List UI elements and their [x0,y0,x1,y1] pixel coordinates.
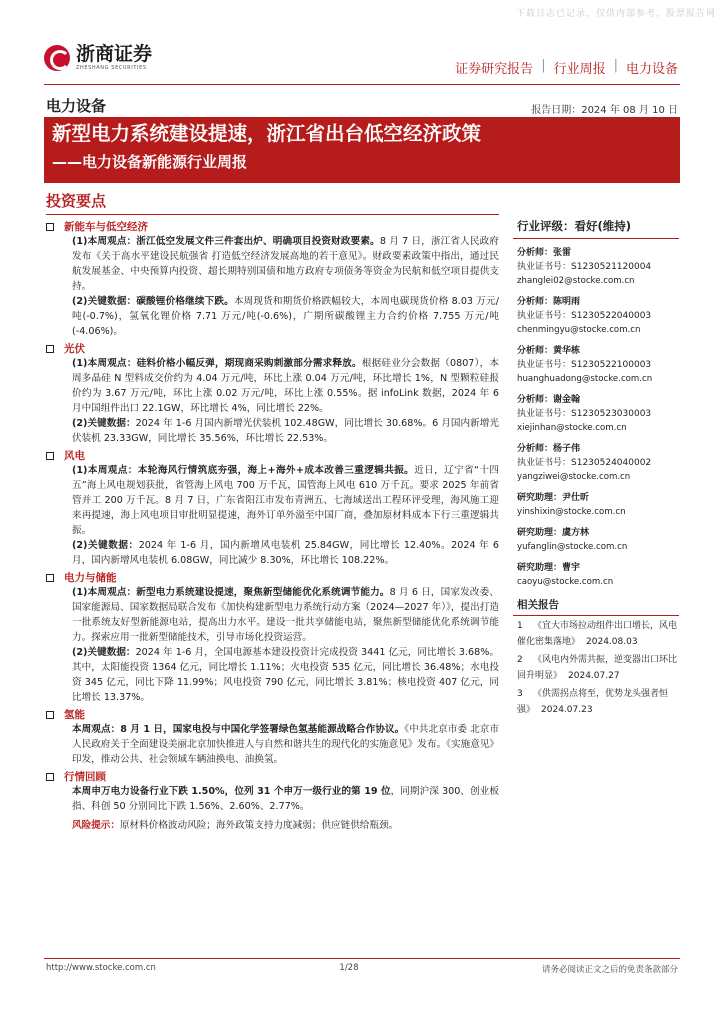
paragraph-text: 2024 年 1-6 月，全国电源基本建设投资计完成投资 3441 亿元，同比增长 3.68%。其中，太阳能投资 1364 亿元，同比增长 1.11%；火电投资 535 亿元，同比增长 36.48%；水电投资 345 亿元，同比下降 11.99%；风电投资 790 亿元，同比增长 3.81%；核电投资 407 亿元，同比增长 13.37%。 [72,647,499,703]
paragraph-lead: (2)关键数据：碳酸锂价格继续下跌。 [72,296,234,307]
paragraph-lead: (2)关键数据： [72,540,139,551]
watermark: 下载日志已记录，仅供内部参考，股票报告网 [515,9,716,19]
analyst-email[interactable]: huanghuadong@stocke.com.cn [517,374,653,384]
analyst-list [513,246,679,589]
related-report-title[interactable]: 《风电内外需共振，逆变器出口环比回升明显》 [517,655,678,681]
analyst-name: 尹仕昕 [562,493,590,503]
paragraph-lead: (1)本周观点：浙江低空发展文件三件套出炉、明确项目投资财政要素。 [72,236,380,247]
analyst-role: 研究助理： [517,528,563,538]
paragraph-lead: (1)本周观点：新型电力系统建设提速，聚焦新型储能优化系统调节能力。 [72,587,390,598]
section-heading: 风电 [64,450,85,462]
analyst-role: 分析师： [517,346,554,356]
nav-industry-weekly: 行业周报 [553,62,606,77]
analyst-card [513,442,679,484]
analyst-email[interactable]: yufanglin@stocke.com.cn [517,542,628,552]
related-report-number: 1 [517,621,523,631]
title-banner [44,117,680,183]
section-market-review [46,769,499,814]
brand-logo [44,44,152,71]
paragraph-text: 《中共北京市委 北京市人民政府关于全面建设美丽北京加快推进人与自然和谐共生的现代化的实施意见》发布。《实施意见》印发，推动公共、社会领域车辆油换电、油换氢。 [72,724,499,765]
related-report-number: 2 [517,655,523,665]
analyst-email[interactable]: zhanglei02@stocke.com.cn [517,276,635,286]
analyst-email[interactable]: caoyu@stocke.com.cn [517,577,614,587]
paragraph-lead: 本周观点：8 月 1 日，国家电投与中国化学签署绿色氢基能源战略合作协议。 [72,724,405,735]
analyst-role: 研究助理： [517,563,563,573]
analyst-name: 曹宇 [562,563,581,573]
paragraph [46,784,499,814]
paragraph-text: 近日，辽宁省“十四五”海上风电规划获批，省管海上风电 700 万千瓦，国管海上风电 610 万千瓦。要求 2025 年前省管并工 200 万千瓦。8 月 7 日，广东省阳江市发布青洲五、七海域送出工程环评受理，海风施工迎来再提速，海上风电项目审批明显提速，海外订单外溢至中国厂商，叠加原材料成本下行三重逻辑共振。 [72,465,499,536]
analyst-role: 分析师： [517,395,554,405]
nav-separator: | [613,58,618,73]
analyst-email[interactable]: yangziwei@stocke.com.cn [517,472,631,482]
analyst-card [513,393,679,435]
footer [46,963,678,975]
nav-separator: | [541,58,546,73]
checkbox-bullet-icon [46,223,54,231]
analyst-card [513,561,679,589]
header-divider [44,84,680,85]
checkbox-bullet-icon [46,711,54,719]
footer-disclaimer: 请务必阅读正文之后的免责条款部分 [541,965,678,975]
section-heading: 氢能 [64,709,85,721]
paragraph-text: 根据硅业分会数据（0807），本周多晶硅 N 型料成交价约为 4.04 万元/吨，环比上涨 0.04 万元/吨，环比增长 1%，N 型颗粒硅报价约为 3.67 万元/吨，环比上涨 0.02 万元/吨，环比上涨 0.55%。据 infoLink 数据，2024 年 6 月中国组件出口 22.1GW，环比增长 4%，同比增长 22%。 [72,358,499,414]
checkbox-bullet-icon [46,574,54,582]
related-reports-list [513,618,679,718]
paragraph-text: 8 月 6 日，国家发改委、国家能源局、国家数据局联合发布《加快构建新型电力系统行动方案（2024—2027 年）》，提出打造一批系统友好型新能源电站，提高出力水平。建设一批共享储能电站，聚焦新型储能优化系统调节能力。探索应用一批新型储能技术，引导市场化投资运营。 [72,587,499,643]
analyst-role: 分析师： [517,297,554,307]
logo-subtitle: ZHESHANG SECURITIES [76,65,147,71]
analyst-email[interactable]: xiejinhan@stocke.com.cn [517,423,627,433]
logo-name: 浙商证券 [76,43,153,65]
section-heading: 电力与储能 [64,572,117,584]
section-heading: 新能车与低空经济 [64,221,148,233]
analyst-role: 分析师： [517,248,554,258]
related-report-date: 2024.07.23 [541,705,593,715]
paragraph [46,585,499,645]
analyst-name: 谢金翰 [553,395,581,405]
paragraph-text: 2024 年 1-6 月，国内新增风电装机 25.84GW，同比增长 12.40%。2024 年 6 月，国内新增风电装机 6.08GW，同比减少 8.30%，环比增长 108.22%。 [72,540,499,566]
paragraph [46,356,499,416]
nav-research-report: 证券研究报告 [455,62,534,77]
analyst-name: 陈明雨 [553,297,581,307]
related-report-title[interactable]: 《供需拐点将至，优势龙头强者恒强》 [517,689,669,715]
section-hydrogen [46,707,499,767]
checkbox-bullet-icon [46,452,54,460]
footer-url[interactable]: http://www.stocke.com.cn [46,963,156,973]
section-heading: 光伏 [64,343,85,355]
analyst-card [513,526,679,554]
paragraph-lead: (1)本周观点：硅料价格小幅反弹，期现商采购刺激部分需求释放。 [72,358,362,369]
section-ev-low-altitude [46,219,499,339]
analyst-card [513,344,679,386]
analyst-card [513,491,679,519]
analyst-name: 张雷 [553,248,572,258]
related-report-date: 2024.08.03 [586,637,638,647]
related-reports-title: 相关报告 [513,597,679,616]
analyst-cert: 执业证书号：S1230522040003 [517,311,652,321]
analyst-name: 杨子伟 [553,444,581,454]
report-title: 新型电力系统建设提速，浙江省出台低空经济政策 [52,122,482,145]
related-report-item[interactable] [513,652,679,684]
page-number: 1/28 [339,963,359,973]
risk-text: 原材料价格波动风险；海外政策支持力度减弱；供应链供给瓶颈。 [119,820,399,831]
report-date: 报告日期：2024 年 08 月 10 日 [531,105,678,116]
analyst-role: 研究助理： [517,493,563,503]
footer-divider [44,958,680,959]
analyst-card [513,246,679,288]
sidebar [513,190,679,718]
investment-highlights [46,190,499,833]
risk-lead: 风险提示： [72,820,120,831]
paragraph [46,416,499,446]
paragraph-text: 本周现货和期货价格跌幅较大，本周电碳现货价格 8.03 万元/吨(-0.7%)，氢氧化锂价格 7.71 万元/吨(-0.6%)，广期所碳酸锂主力合约价格 7.755 万元/吨(-4.06%)。 [72,296,499,337]
checkbox-bullet-icon [46,773,54,781]
report-subtitle: ——电力设备新能源行业周报 [52,153,248,171]
report-type-nav [455,58,678,77]
paragraph-lead: 本周申万电力设备行业下跌 1.50%，位列 31 个申万一级行业的第 19 位 [72,786,391,797]
related-report-item[interactable] [513,686,679,718]
paragraph [46,463,499,538]
analyst-email[interactable]: chenmingyu@stocke.com.cn [517,325,641,335]
analyst-cert: 执业证书号：S1230523030003 [517,409,652,419]
section-wind [46,448,499,568]
paragraph [46,234,499,294]
related-report-item[interactable] [513,618,679,650]
analyst-email[interactable]: yinshixin@stocke.com.cn [517,507,626,517]
related-report-date: 2024.07.27 [568,671,620,681]
paragraph [46,294,499,339]
industry-category: 电力设备 [46,97,107,115]
checkbox-bullet-icon [46,345,54,353]
section-heading: 行情回顾 [64,771,106,783]
related-report-title[interactable]: 《宜大市场拉动组件出口增长，风电催化密集落地》 [517,621,678,647]
paragraph-text: 8 月 7 日，浙江省人民政府发布《关于高水平建设民航强省 打造低空经济发展高地的若干意见》。财政要素政策中指出，通过民航发展基金、中央预算内投资、超长期特别国债和地方政府专项债务等资金为民航和低空项目提供支持。 [72,236,499,292]
highlights-title: 投资要点 [46,190,499,215]
paragraph [46,722,499,767]
section-solar [46,341,499,446]
analyst-cert: 执业证书号：S1230522100003 [517,360,652,370]
paragraph-lead: (1)本周观点：本轮海风行情筑底夯强，海上+海外+成本改善三重逻辑共振。 [72,465,415,476]
paragraph-text: 2024 年 1-6 月国内新增光伏装机 102.48GW，同比增长 30.68%。6 月国内新增光伏装机 23.33GW，同比增长 35.56%，环比增长 22.53%。 [72,418,499,444]
related-report-number: 3 [517,689,523,699]
paragraph [46,538,499,568]
logo-icon [44,45,70,71]
risk-warning [46,818,499,833]
section-power-storage [46,570,499,705]
analyst-role: 分析师： [517,444,554,454]
paragraph [46,645,499,705]
analyst-card [513,295,679,337]
paragraph-text: ，同期沪深 300、创业板指、科创 50 分别同比下跌 1.56%、2.60%、2.77%。 [72,786,499,812]
paragraph-lead: (2)关键数据： [72,418,136,429]
industry-rating: 行业评级：看好(维持) [513,190,679,239]
analyst-name: 虞方林 [562,528,590,538]
analyst-cert: 执业证书号：S1230521120004 [517,262,652,272]
paragraph-lead: (2)关键数据： [72,647,136,658]
analyst-name: 黄华栋 [553,346,581,356]
analyst-cert: 执业证书号：S1230524040002 [517,458,652,468]
nav-sector: 电力设备 [625,62,678,77]
